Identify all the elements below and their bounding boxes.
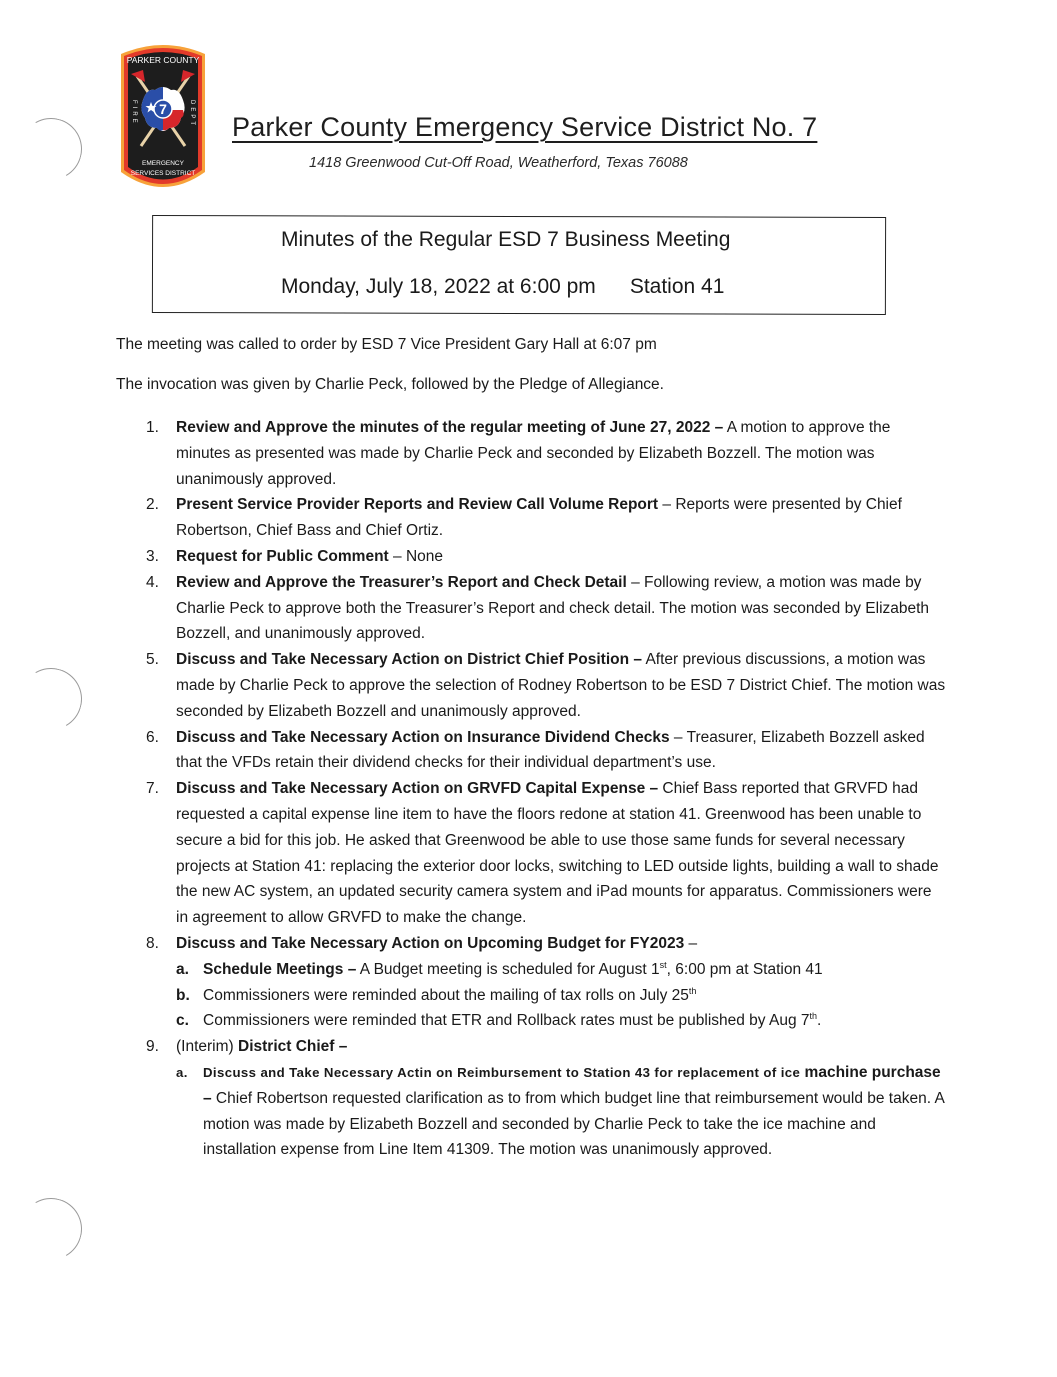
item-title: Request for Public Comment [176, 547, 389, 565]
invocation: The invocation was given by Charlie Peck, followed by the Pledge of Allegiance. [116, 376, 664, 393]
item-number: 9. [146, 1038, 159, 1056]
item-number: 7. [146, 780, 159, 798]
agenda-item-6 [146, 725, 946, 777]
meeting-date-line [281, 275, 724, 299]
subitem-text: Chief Robertson requested clarification as to from which budget line that reimbursement would be taken. A motion was made by Elizabeth Bozzell and seconded by Charlie Peck to take the ice machine and installation expense from Line Item 41309. The motion was unanimously approved. [203, 1089, 944, 1159]
agenda-item-8 [146, 931, 946, 957]
subitem-letter: c. [176, 1012, 189, 1030]
logo-right-text: DEPT [189, 100, 195, 129]
item-title: Review and Approve the minutes of the regular meeting of June 27, 2022 – [176, 419, 724, 436]
item-title: District Chief – [238, 1038, 348, 1056]
agenda-item-7 [146, 776, 946, 931]
hole-punch-mark [13, 661, 89, 737]
logo-number: 7 [159, 101, 167, 117]
item-title: Discuss and Take Necessary Action on Upcoming Budget for FY2023 [176, 934, 685, 952]
item-text: Chief Bass reported that GRVFD had requested a capital expense line item to have the floors redone at station 41. Greenwood has been unable to secure a bid for this job. He asked that Greenwood be able to use those same funds for several necessary projects at Station 41: replacing the exterior door locks, switching to LED outside lights, building a wall to shade the new AC system, an updated security camera system and iPad mounts for apparatus. Commissioners were in agreement to allow GRVFD to make the change. [176, 780, 939, 927]
ordinal-suffix: th [688, 985, 697, 996]
agenda-item-9 [146, 1034, 946, 1060]
agenda-subitem-9a [176, 1060, 946, 1163]
subitem-letter: b. [176, 986, 190, 1004]
agenda-subitem-8b [176, 983, 946, 1009]
meeting-location: Station 41 [629, 275, 725, 298]
subitem-title: machine purchase – [203, 1063, 941, 1107]
item-text: – None [388, 547, 444, 565]
agenda-item-1 [146, 415, 946, 492]
subitem-letter: a. [176, 1064, 188, 1080]
agenda-subitem-8a [176, 957, 946, 983]
subitem-text: A Budget meeting is scheduled for August 1 [356, 960, 660, 978]
item-prefix: (Interim) [176, 1038, 238, 1056]
item-number: 4. [146, 573, 159, 591]
agenda-item-2 [146, 492, 946, 544]
subitem-letter: a. [176, 960, 189, 978]
subitem-text: . [817, 1012, 822, 1030]
item-text: After previous discussions, a motion was made by Charlie Peck to approve the selection of Rodney Robertson to be ESD 7 District Chief. The motion was seconded by Elizabeth Bozzell and unanimously approved. [176, 651, 946, 720]
subitem-title-small: Discuss and Take Necessary Actin on Reimbursement to Station 43 for replacement of ice [203, 1064, 801, 1080]
item-title: Discuss and Take Necessary Action on Insurance Dividend Checks [176, 728, 670, 746]
organization-title: Parker County Emergency Service District No. 7 [232, 112, 818, 142]
item-title: Discuss and Take Necessary Action on GRVFD Capital Expense – [176, 780, 659, 798]
item-title: Discuss and Take Necessary Action on District Chief Position – [176, 651, 642, 669]
item-title: Present Service Provider Reports and Review Call Volume Report [176, 496, 659, 514]
subitem-text: , 6:00 pm at Station 41 [666, 960, 823, 978]
hole-punch-mark [13, 1191, 89, 1267]
item-number: 3. [146, 547, 159, 565]
logo-top-text: PARKER COUNTY [126, 55, 200, 65]
esd-logo [113, 40, 213, 196]
agenda-subitem-8c [176, 1008, 946, 1034]
item-title: Review and Approve the Treasurer’s Report and Check Detail [176, 573, 627, 591]
meeting-date-time: Monday, July 18, 2022 at 6:00 pm [281, 275, 596, 298]
meeting-title: Minutes of the Regular ESD 7 Business Meeting [281, 228, 731, 251]
agenda-item-4 [146, 570, 946, 647]
item-number: 8. [146, 934, 159, 952]
item-number: 1. [146, 419, 159, 436]
subitem-text: Commissioners were reminded about the mailing of tax rolls on July 25 [203, 986, 689, 1004]
agenda-item-5 [146, 647, 946, 724]
item-text: – Following review, a motion was made by Charlie Peck to approve both the Treasurer’s Report and check detail. The motion was seconded by Elizabeth Bozzell, and unanimously approved. [176, 573, 930, 643]
agenda-item-3 [146, 544, 946, 570]
call-to-order: The meeting was called to order by ESD 7 Vice President Gary Hall at 6:07 pm [116, 336, 657, 353]
item-number: 5. [146, 651, 159, 669]
logo-bottom-text-1: EMERGENCY [142, 160, 184, 167]
logo-left-text: FIRE [131, 100, 137, 126]
logo-bottom-text-2: SERVICES DISTRICT [130, 170, 196, 177]
item-text: – Treasurer, Elizabeth Bozzell asked that the VFDs retain their dividend checks for their individual department’s use. [176, 728, 925, 772]
item-number: 2. [146, 496, 159, 514]
item-text: – [684, 934, 698, 952]
agenda-items [146, 415, 946, 1163]
subitem-text: Commissioners were reminded that ETR and Rollback rates must be published by Aug 7 [203, 1012, 810, 1030]
organization-address: 1418 Greenwood Cut-Off Road, Weatherford, Texas 76088 [309, 155, 688, 171]
subitem-title: Schedule Meetings – [203, 960, 357, 978]
item-number: 6. [146, 728, 159, 746]
ordinal-suffix: th [809, 1011, 818, 1022]
hole-punch-mark [13, 111, 89, 187]
item-text: A motion to approve the minutes as presented was made by Charlie Peck and seconded by Elizabeth Bozzell. The motion was unanimously approved. [176, 419, 891, 488]
ordinal-suffix: st [659, 959, 667, 970]
item-text: – Reports were presented by Chief Robertson, Chief Bass and Chief Ortiz. [176, 496, 902, 540]
